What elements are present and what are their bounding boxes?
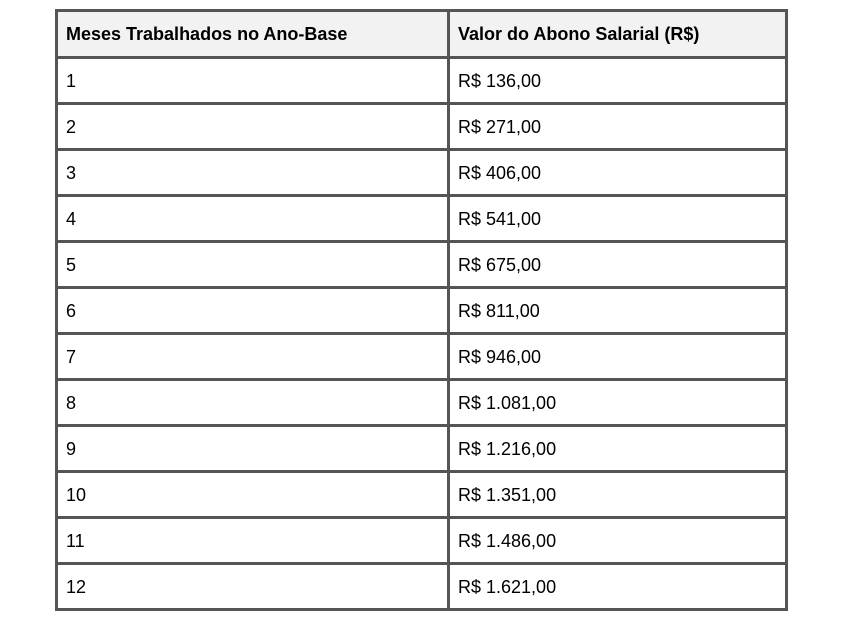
table-row (57, 150, 787, 196)
cell-months: 7 (57, 334, 449, 380)
cell-months: 11 (57, 518, 449, 564)
table-row (57, 104, 787, 150)
cell-value: R$ 675,00 (449, 242, 787, 288)
table-row (57, 472, 787, 518)
table-row (57, 380, 787, 426)
cell-months: 6 (57, 288, 449, 334)
cell-months: 3 (57, 150, 449, 196)
cell-months: 12 (57, 564, 449, 610)
cell-value: R$ 406,00 (449, 150, 787, 196)
cell-months: 1 (57, 58, 449, 104)
cell-value: R$ 811,00 (449, 288, 787, 334)
table-row (57, 196, 787, 242)
table-row (57, 564, 787, 610)
cell-value: R$ 1.351,00 (449, 472, 787, 518)
table-row (57, 334, 787, 380)
cell-value: R$ 1.621,00 (449, 564, 787, 610)
abono-salarial-table-container (55, 9, 785, 611)
cell-months: 9 (57, 426, 449, 472)
cell-months: 5 (57, 242, 449, 288)
cell-months: 2 (57, 104, 449, 150)
cell-value: R$ 1.081,00 (449, 380, 787, 426)
cell-value: R$ 946,00 (449, 334, 787, 380)
header-bonus-value: Valor do Abono Salarial (R$) (449, 11, 787, 58)
table-header (57, 11, 787, 58)
table-row (57, 518, 787, 564)
header-months-worked: Meses Trabalhados no Ano-Base (57, 11, 449, 58)
cell-value: R$ 136,00 (449, 58, 787, 104)
cell-months: 8 (57, 380, 449, 426)
cell-value: R$ 1.486,00 (449, 518, 787, 564)
table-row (57, 426, 787, 472)
cell-value: R$ 541,00 (449, 196, 787, 242)
header-row (57, 11, 787, 58)
table-row (57, 242, 787, 288)
table-row (57, 58, 787, 104)
table-row (57, 288, 787, 334)
abono-salarial-table (55, 9, 788, 611)
cell-value: R$ 1.216,00 (449, 426, 787, 472)
cell-months: 4 (57, 196, 449, 242)
table-body (57, 58, 787, 610)
cell-months: 10 (57, 472, 449, 518)
cell-value: R$ 271,00 (449, 104, 787, 150)
